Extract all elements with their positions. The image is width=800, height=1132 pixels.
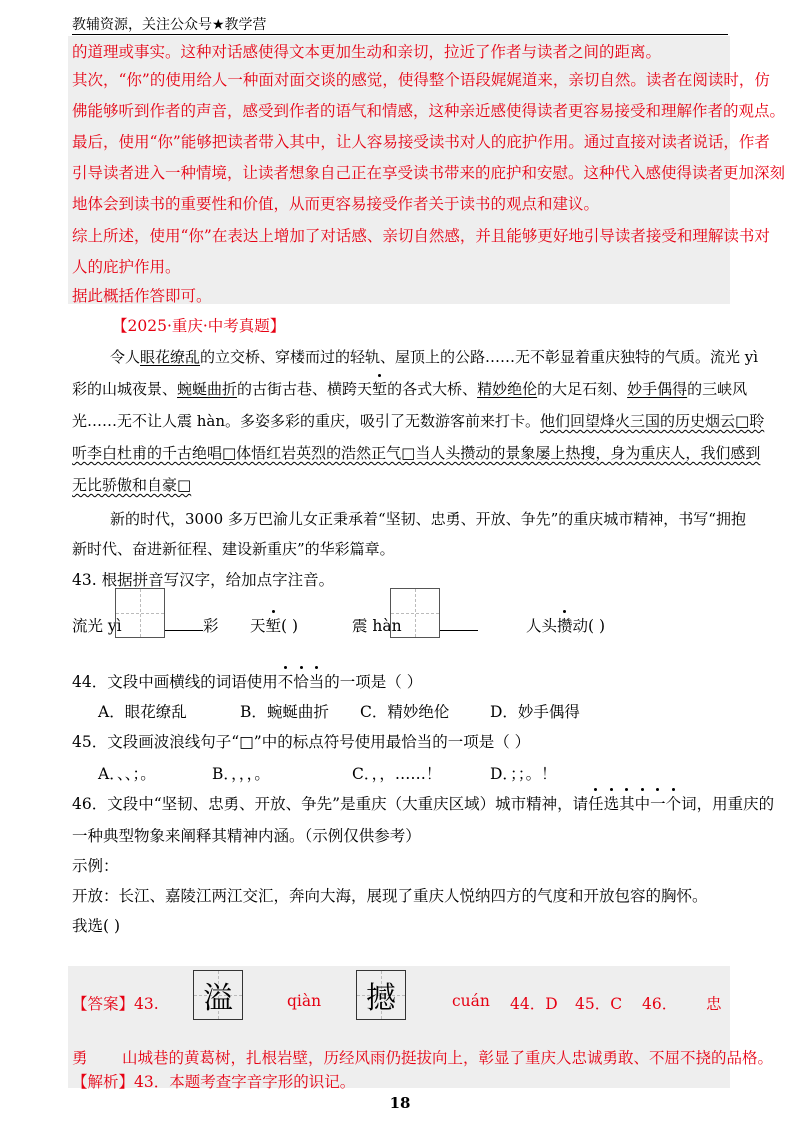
answer-char-1: 溢	[203, 981, 233, 1016]
text: 的三峡风	[687, 380, 748, 398]
text: 44．文段中画横线的词语使用	[72, 673, 278, 691]
q43-item4	[526, 614, 605, 636]
q45-option-a[interactable]: A．、、；。	[98, 765, 156, 783]
wavy-sentence-1: 他们回望烽火三国的历史烟云□聆	[540, 412, 765, 430]
wavy-sentence-3: 无比骄傲和自豪□	[72, 476, 192, 494]
q46-example-label: 示例：	[72, 857, 119, 875]
page-number: 18	[389, 1094, 411, 1112]
passage-line-1	[110, 346, 758, 367]
answer-char-2: 撼	[366, 981, 396, 1016]
answer-tianzige-2	[356, 970, 406, 1020]
underlined-word-2: 蜿蜒曲折	[177, 380, 238, 398]
underlined-word-3: 精妙绝伦	[477, 380, 538, 398]
answer-q46-num: 46．	[642, 995, 678, 1013]
dotted-char: 个	[666, 792, 682, 814]
q43-stem: 43. 根据拼音写汉字，给加点字注音。	[72, 571, 335, 589]
text: 人头	[526, 617, 558, 635]
text: 46．文段中“坚韧、忠勇、开放、争先”是重庆（大重庆区域）城市精神，请	[72, 795, 589, 813]
answer-label	[72, 992, 159, 1014]
dotted-char: 中	[635, 792, 651, 814]
q46-stem-line-2: 一种典型物象来阐释其精神内涵。（示例仅供参考）	[72, 827, 421, 845]
q43-item1-pinyin: 流光 yì	[72, 617, 122, 635]
answer-q46-word-b: 勇	[72, 1049, 88, 1067]
q43-item2	[250, 614, 298, 636]
answer-tianzige-1	[193, 970, 243, 1020]
q43-item3-pinyin: 震 hàn	[352, 617, 402, 635]
text: 43.	[134, 995, 159, 1013]
text: 的立交桥、穿楼而过的轻轨、屋顶上的公路……无不彰显着重庆独特的气质。流光 yì	[200, 348, 759, 366]
q46-stem-line-1	[72, 792, 774, 814]
analysis-line-9: 据此概括作答即可。	[72, 287, 212, 305]
text: 的一项是（ ）	[324, 673, 423, 691]
text: 的各式大桥、	[387, 380, 478, 398]
text: 词，用重庆的	[681, 795, 775, 813]
q45-option-d[interactable]: D．；；。！	[490, 765, 557, 783]
q44-option-b[interactable]: B．蜿蜒曲折	[240, 703, 329, 721]
answer-parens[interactable]: 动( )	[572, 617, 606, 635]
passage-p2-line-1: 新的时代，3000 多万巴渝儿女正秉承着“坚韧、忠勇、开放、争先”的重庆城市精神，书写“拥抱	[110, 510, 746, 528]
dotted-char: 不	[278, 670, 294, 692]
q44-option-c[interactable]: C．精妙绝伦	[360, 703, 450, 721]
q44-option-d[interactable]: D．妙手偶得	[490, 703, 580, 721]
text: 天	[250, 617, 266, 635]
q43-item1-suffix: 彩	[203, 617, 219, 635]
passage-line-4	[72, 442, 760, 463]
text: 彩的山城夜景、	[72, 380, 178, 398]
analysis-line-6: 地体会到读书的重要性和价值，从而更容易接受作者关于读书的观点和建议。	[72, 195, 600, 213]
q43-tianzige-1[interactable]	[115, 588, 165, 638]
dotted-char: 其	[619, 792, 635, 814]
underlined-word-4: 妙手偶得	[627, 380, 688, 398]
q44-stem	[72, 670, 422, 692]
passage-line-3	[72, 410, 764, 431]
answer-q46-word-a: 忠	[706, 995, 722, 1013]
q46-example: 开放：长江、嘉陵江两江交汇，奔向大海，展现了重庆人悦纳四方的气度和开放包容的胸怀。	[72, 887, 708, 905]
analysis-line-7: 综上所述，使用“你”在表达上增加了对话感、亲切自然感，并且能够更好地引导读者接受和理解读书对	[72, 227, 770, 245]
dotted-char: 堑	[372, 380, 388, 398]
answer-pinyin-1: qiàn	[287, 992, 322, 1010]
dotted-char: 一	[650, 792, 666, 814]
q43-blank-2[interactable]	[440, 612, 478, 631]
analysis-line-4: 最后，使用“你”能够把读者带入其中，让人容易接受读书对人的庇护作用。通过直接对读者说话，作者	[72, 133, 770, 151]
q45-option-c[interactable]: C．，，……！	[352, 765, 442, 783]
header-text: 教辅资源，关注公众号★教学营	[72, 17, 267, 33]
analysis-line-8: 人的庇护作用。	[72, 258, 181, 276]
dotted-char: 恰	[293, 670, 309, 692]
dotted-char: 当	[309, 670, 325, 692]
q46-choose[interactable]: 我选( )	[72, 917, 121, 935]
header-rule	[72, 34, 728, 35]
text: 令人	[110, 348, 141, 366]
analysis-line-2: 其次，“你”的使用给人一种面对面交谈的感觉，使得整个语段娓娓道来，亲切自然。读者在阅读时，仿	[72, 71, 770, 89]
passage-line-2	[72, 378, 747, 399]
analysis-line-5: 引导读者进入一种情境，让读者想象自己正在享受读书带来的庇护和安慰。这种代入感使得读者更加深刻	[72, 164, 786, 182]
text: 的古街古巷、横跨天	[237, 380, 373, 398]
answer-pinyin-2: cuán	[452, 992, 490, 1010]
q45-stem: 45．文段画波浪线句子“□”中的标点符号使用最恰当的一项是（ ）	[72, 733, 531, 751]
analysis-2	[72, 1070, 355, 1092]
answer-parens[interactable]: ( )	[281, 617, 299, 635]
text: 光……无不让人震 hàn。多姿多彩的重庆，吸引了无数游客前来打卡。	[72, 412, 541, 430]
text: 43．本题考查字音字形的识记。	[134, 1073, 356, 1091]
q45-option-b[interactable]: B．，，，。	[212, 765, 270, 783]
passage-p2-line-2: 新时代、奋进新征程、建设新重庆”的华彩篇章。	[72, 540, 395, 558]
wavy-sentence-2: 听李白杜甫的千古绝唱□体悟红岩英烈的浩然正气□当人头攒动的景象屡上热搜，身为重庆人，我们感到	[72, 444, 761, 462]
text: 的大足石刻、	[537, 380, 628, 398]
dotted-char: 任	[588, 792, 604, 814]
dotted-char: 选	[604, 792, 620, 814]
answer-q46-text: 山城巷的黄葛树，扎根岩壁，历经风雨仍挺拔向上，彰显了重庆人忠诚勇敢、不屈不挠的品格。	[122, 1049, 774, 1067]
text: 【答案】	[72, 995, 135, 1013]
underlined-word-1: 眼花缭乱	[140, 348, 201, 366]
q44-option-a[interactable]: A．眼花缭乱	[98, 703, 187, 721]
analysis-line-1: 的道理或事实。这种对话感使得文本更加生动和亲切，拉近了作者与读者之间的距离。	[72, 43, 662, 61]
q43-blank-1[interactable]	[165, 612, 203, 631]
dotted-char: 堑	[266, 614, 282, 636]
dotted-char: 攒	[557, 614, 573, 636]
answer-q44: 44．D	[510, 995, 558, 1013]
analysis-line-3: 佛能够听到作者的声音，感受到作者的语气和情感，这种亲近感使得读者更容易接受和理解作者的观点。	[72, 102, 786, 120]
text: 【解析】	[72, 1073, 135, 1091]
passage-line-5	[72, 474, 191, 495]
q43-tianzige-2[interactable]	[390, 588, 440, 638]
exam-tag: 【2025·重庆·中考真题】	[112, 317, 286, 335]
answer-q45: 45．C	[575, 995, 623, 1013]
